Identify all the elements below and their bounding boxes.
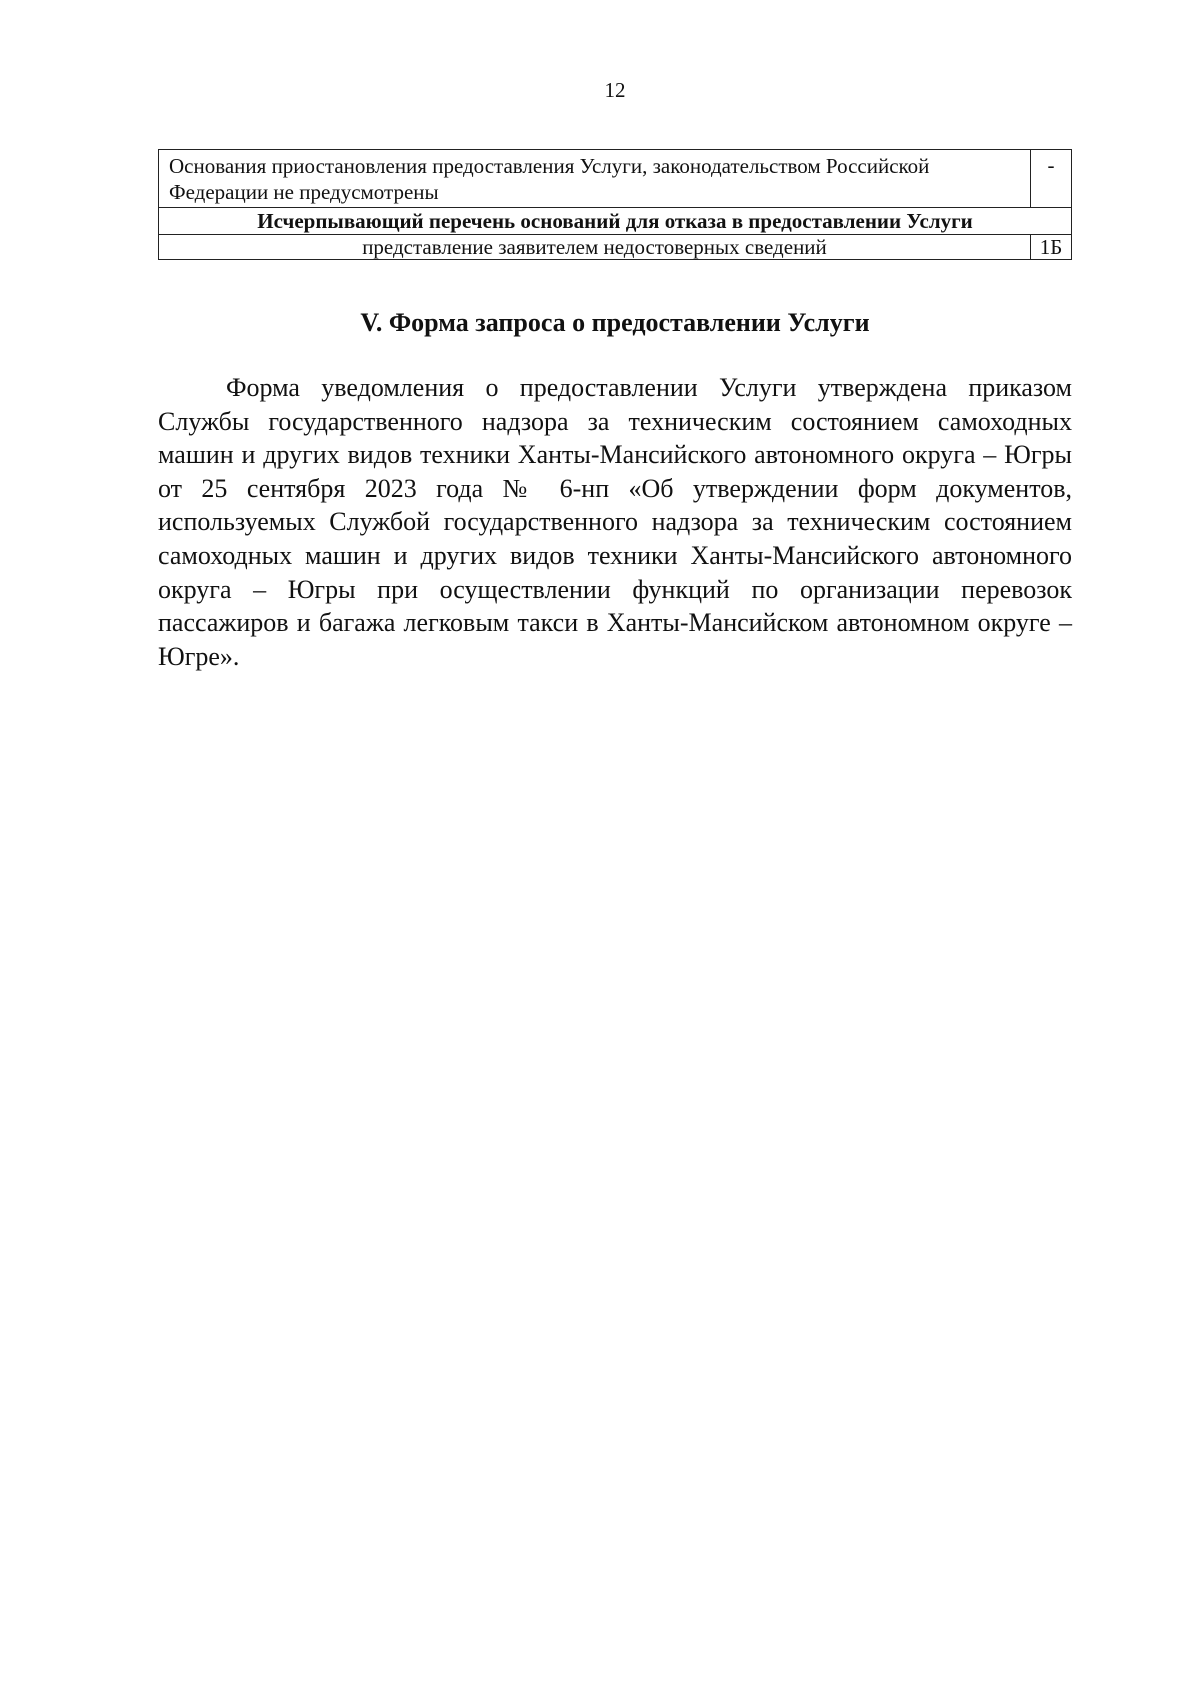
section-paragraph: Форма уведомления о предоставлении Услуги утверждена приказом Службы государственного надзора за техническим состоянием самоходных машин и других видов техники Ханты-Мансийского автономного округа – Югры от 25 сентября 2023 года № 6-нп «Об утверждении форм документов, используемых Службой государственного надзора за техническим состоянием самоходных машин и других видов техники Ханты-Мансийского автономного округа – Югры при осуществлении функций по организации перевозок пассажиров и багажа легковым такси в Ханты-Мансийском автономном округе – Югре».: [158, 373, 1072, 671]
refusal-code-cell: 1Б: [1031, 235, 1072, 260]
section-title: V. Форма запроса о предоставлении Услуги: [360, 308, 870, 337]
refusal-grounds-header: Исчерпывающий перечень оснований для отказа в предоставлении Услуги: [159, 208, 1072, 235]
page-number: 12: [604, 78, 626, 102]
grounds-table: [158, 149, 1072, 260]
suspension-row: [159, 150, 1072, 208]
suspension-grounds-cell: Основания приостановления предоставления Услуги, законодательством Российской Федерации не предусмотрены: [159, 150, 1031, 208]
refusal-ground-cell: представление заявителем недостоверных сведений: [159, 235, 1031, 260]
suspension-mark-cell: -: [1031, 150, 1072, 208]
refusal-header-row: [159, 208, 1072, 235]
refusal-row: [159, 235, 1072, 260]
